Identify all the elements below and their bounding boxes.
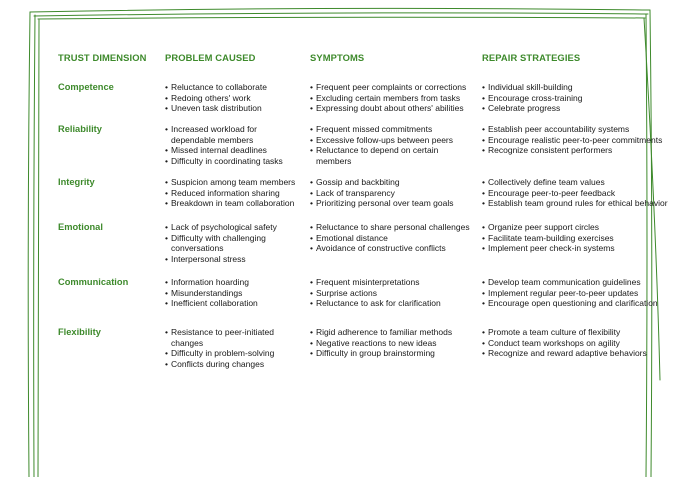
symptoms-cell <box>310 82 475 114</box>
list-item: • Lack of transparency <box>310 188 475 199</box>
list-item: • Establish team ground rules for ethical behavior <box>482 198 670 209</box>
list-item: • Reluctance to share personal challenges <box>310 222 475 233</box>
problems-cell <box>165 277 303 309</box>
list-item: • Facilitate team-building exercises <box>482 233 670 244</box>
list-item: • Suspicion among team members <box>165 177 303 188</box>
list-item: • Lack of psychological safety <box>165 222 303 233</box>
list-item: • Negative reactions to new ideas <box>310 338 475 349</box>
dimension-label: Integrity <box>58 177 95 187</box>
repairs-cell <box>482 222 670 254</box>
list-item: • Encourage peer-to-peer feedback <box>482 188 670 199</box>
header-symptoms: SYMPTOMS <box>310 52 365 63</box>
list-item: • Encourage realistic peer-to-peer commitments <box>482 135 670 146</box>
list-item: • Resistance to peer-initiated changes <box>165 327 303 348</box>
symptoms-cell <box>310 277 475 309</box>
list-item: • Interpersonal stress <box>165 254 303 265</box>
list-item: • Promote a team culture of flexibility <box>482 327 670 338</box>
list-item: • Individual skill-building <box>482 82 670 93</box>
problems-cell <box>165 177 303 209</box>
list-item: • Prioritizing personal over team goals <box>310 198 475 209</box>
list-item: • Rigid adherence to familiar methods <box>310 327 475 338</box>
list-item: • Frequent misinterpretations <box>310 277 475 288</box>
list-item: • Excessive follow-ups between peers <box>310 135 475 146</box>
symptoms-cell <box>310 124 475 166</box>
list-item: • Establish peer accountability systems <box>482 124 670 135</box>
list-item: • Difficulty in group brainstorming <box>310 348 475 359</box>
symptoms-cell <box>310 327 475 359</box>
list-item: • Encourage cross-training <box>482 93 670 104</box>
list-item: • Surprise actions <box>310 288 475 299</box>
list-item: • Difficulty with challenging conversations <box>165 233 303 254</box>
list-item: • Inefficient collaboration <box>165 298 303 309</box>
list-item: • Breakdown in team collaboration <box>165 198 303 209</box>
list-item: • Difficulty in problem-solving <box>165 348 303 359</box>
dimension-label: Competence <box>58 82 114 92</box>
list-item: • Redoing others' work <box>165 93 303 104</box>
problems-cell <box>165 82 303 114</box>
list-item: • Expressing doubt about others' abilities <box>310 103 475 114</box>
header-repair-strategies: REPAIR STRATEGIES <box>482 52 581 63</box>
problems-cell <box>165 327 303 369</box>
list-item: • Reluctance to ask for clarification <box>310 298 475 309</box>
list-item: • Recognize and reward adaptive behaviors <box>482 348 670 359</box>
repairs-cell <box>482 124 670 156</box>
list-item: • Frequent peer complaints or corrections <box>310 82 475 93</box>
dimension-label: Communication <box>58 277 129 287</box>
repairs-cell <box>482 277 670 309</box>
list-item: • Increased workload for dependable members <box>165 124 303 145</box>
list-item: • Reluctance to depend on certain members <box>310 145 475 166</box>
list-item: • Avoidance of constructive conflicts <box>310 243 475 254</box>
list-item: • Uneven task distribution <box>165 103 303 114</box>
list-item: • Frequent missed commitments <box>310 124 475 135</box>
list-item: • Gossip and backbiting <box>310 177 475 188</box>
problems-cell <box>165 222 303 264</box>
header-trust-dimension: TRUST DIMENSION <box>58 52 147 63</box>
list-item: • Misunderstandings <box>165 288 303 299</box>
dimension-label: Emotional <box>58 222 103 232</box>
symptoms-cell <box>310 222 475 254</box>
list-item: • Missed internal deadlines <box>165 145 303 156</box>
list-item: • Collectively define team values <box>482 177 670 188</box>
list-item: • Implement regular peer-to-peer updates <box>482 288 670 299</box>
symptoms-cell <box>310 177 475 209</box>
list-item: • Difficulty in coordinating tasks <box>165 156 303 167</box>
list-item: • Emotional distance <box>310 233 475 244</box>
list-item: • Encourage open questioning and clarification <box>482 298 670 309</box>
repairs-cell <box>482 327 670 359</box>
list-item: • Celebrate progress <box>482 103 670 114</box>
list-item: • Organize peer support circles <box>482 222 670 233</box>
repairs-cell <box>482 82 670 114</box>
list-item: • Information hoarding <box>165 277 303 288</box>
problems-cell <box>165 124 303 166</box>
list-item: • Develop team communication guidelines <box>482 277 670 288</box>
list-item: • Recognize consistent performers <box>482 145 670 156</box>
dimension-label: Flexibility <box>58 327 101 337</box>
dimension-label: Reliability <box>58 124 102 134</box>
list-item: • Reduced information sharing <box>165 188 303 199</box>
repairs-cell <box>482 177 670 209</box>
list-item: • Implement peer check-in systems <box>482 243 670 254</box>
list-item: • Conflicts during changes <box>165 359 303 370</box>
header-problem-caused: PROBLEM CAUSED <box>165 52 256 63</box>
list-item: • Excluding certain members from tasks <box>310 93 475 104</box>
list-item: • Conduct team workshops on agility <box>482 338 670 349</box>
list-item: • Reluctance to collaborate <box>165 82 303 93</box>
